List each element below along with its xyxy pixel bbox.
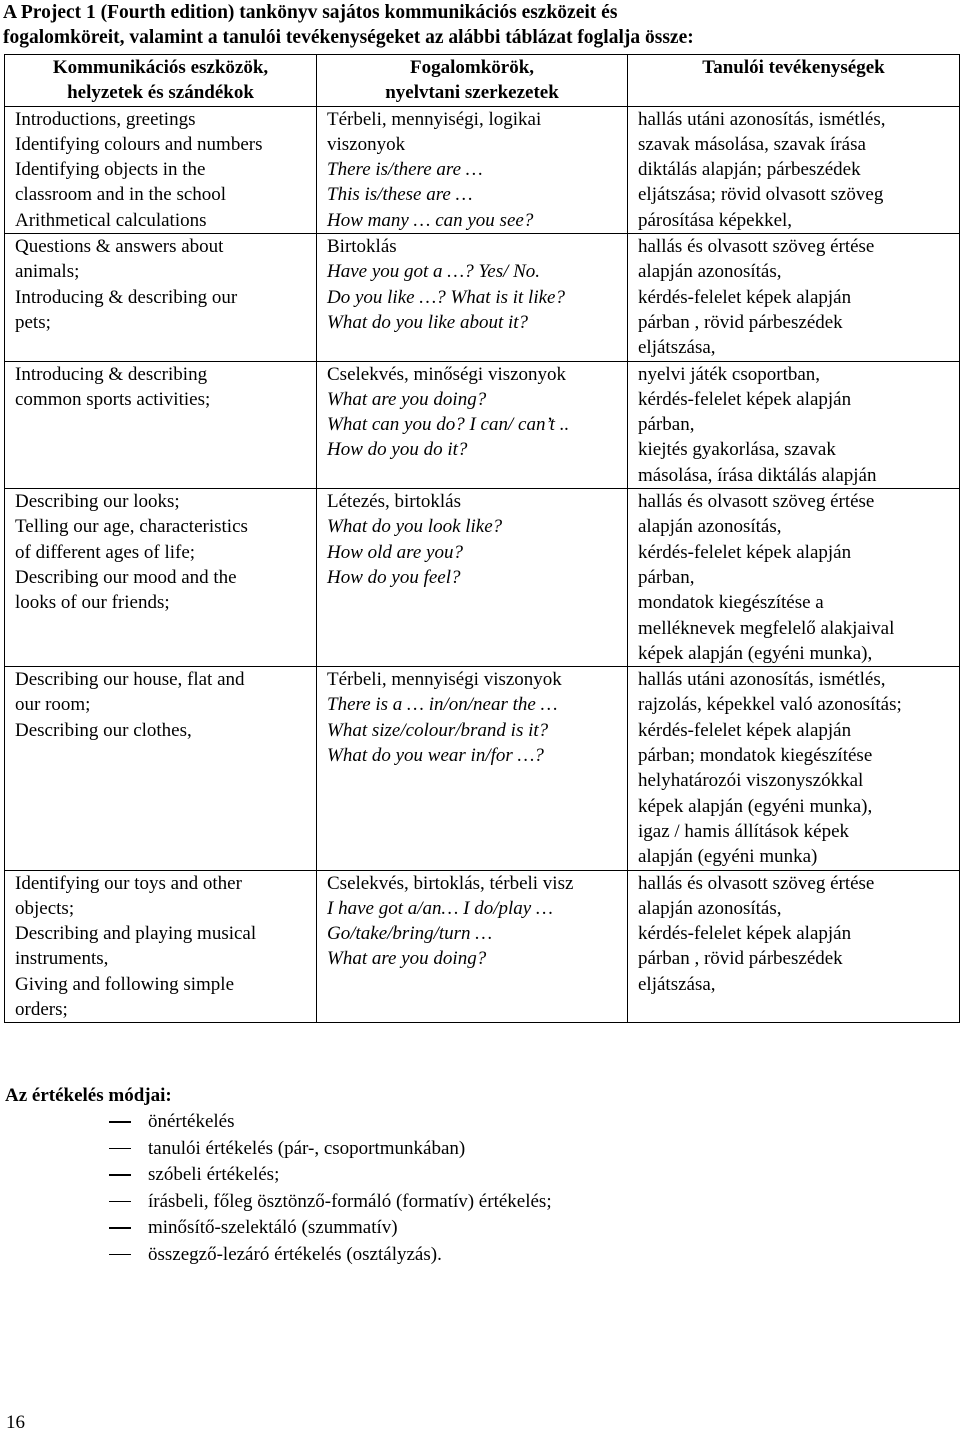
cell-line: párban , rövid párbeszédek [638, 311, 843, 333]
cell-line: párosítása képekkel, [638, 209, 793, 231]
cell-line: másolása, írása diktálás alapján [638, 464, 877, 486]
cell-line: How do you feel? [327, 566, 461, 588]
cell-line: Introducing & describing our [15, 286, 238, 308]
cell-line [15, 335, 312, 360]
cell-line: képek alapján (egyéni munka), [638, 642, 873, 664]
cell-line: classroom and in the school [15, 184, 227, 206]
intro-line-1: A Project 1 (Fourth edition) tankönyv sajátos kommunikációs eszközeit és [3, 2, 618, 23]
cell-line [15, 794, 312, 819]
intro-line-2: fogalomköreit, valamint a tanulói tevékenységeket az alábbi táblázat foglalja össze: [3, 27, 694, 48]
cell-line [15, 616, 312, 641]
list-item [5, 1215, 905, 1242]
cell-line: Identifying objects in the [15, 159, 206, 181]
cell-activities [628, 106, 960, 233]
cell-line: kérdés-felelet képek alapján [638, 388, 852, 410]
cell-communication [5, 870, 317, 1023]
header-activities: Tanulói tevékenységek [628, 55, 960, 107]
table-row [5, 489, 960, 667]
cell-line: eljátszása; rövid olvasott szöveg [638, 184, 884, 206]
cell-line: kérdés-felelet képek alapján [638, 923, 852, 945]
cell-line: Introductions, greetings [15, 108, 196, 130]
cell-line: Describing our mood and the [15, 566, 237, 588]
cell-line: Describing and playing musical [15, 923, 257, 945]
cell-line: hallás és olvasott szöveg értése [638, 236, 875, 258]
cell-line: What do you wear in/for …? [327, 745, 544, 767]
table-row [5, 870, 960, 1023]
cell-concepts [317, 361, 628, 488]
page-number: 16 [6, 1412, 25, 1433]
cell-line: alapján azonosítás, [638, 261, 782, 283]
dash-bullet [109, 1227, 131, 1229]
cell-line: Arithmetical calculations [15, 209, 207, 231]
dash-bullet [109, 1121, 131, 1123]
cell-line: There is a … in/on/near the … [327, 694, 558, 716]
cell-line: What do you like about it? [327, 311, 529, 333]
cell-line: viszonyok [327, 133, 406, 155]
list-item-text: írásbeli, főleg ösztönző-formáló (formatív) értékelés; [148, 1190, 552, 1212]
cell-line: nyelvi játék csoportban, [638, 363, 821, 385]
evaluation-list [5, 1109, 905, 1269]
cell-line: of different ages of life; [15, 541, 196, 563]
cell-line [15, 641, 312, 666]
cell-communication [5, 234, 317, 361]
cell-line: melléknevek megfelelő alakjaival [638, 617, 895, 639]
cell-line: hallás és olvasott szöveg értése [638, 872, 875, 894]
cell-line: orders; [15, 998, 68, 1020]
cell-line: What can you do? I can/ can’t .. [327, 414, 570, 436]
cell-line: Go/take/bring/turn … [327, 923, 493, 945]
cell-line [15, 412, 312, 437]
cell-line: igaz / hamis állítások képek [638, 820, 850, 842]
cell-line: animals; [15, 261, 80, 283]
header-concepts: Fogalomkörök, nyelvtani szerkezetek [317, 55, 628, 107]
list-item [5, 1189, 905, 1216]
cell-line: How old are you? [327, 541, 463, 563]
cell-line: alapján (egyéni munka) [638, 846, 818, 868]
cell-line: Cselekvés, minőségi viszonyok [327, 363, 567, 385]
cell-concepts [317, 234, 628, 361]
cell-line: párban, [638, 566, 695, 588]
cell-activities [628, 870, 960, 1023]
cell-line: Giving and following simple [15, 973, 235, 995]
cell-line: kérdés-felelet képek alapján [638, 719, 852, 741]
cell-line: kérdés-felelet képek alapján [638, 541, 852, 563]
dash-bullet [109, 1201, 131, 1203]
dash-bullet [109, 1148, 131, 1150]
cell-line: Have you got a …? Yes/ No. [327, 261, 541, 283]
cell-line: párban , rövid párbeszédek [638, 948, 843, 970]
cell-activities [628, 489, 960, 667]
cell-line: alapján azonosítás, [638, 897, 782, 919]
cell-line: rajzolás, képekkel való azonosítás; [638, 694, 902, 716]
cell-line: There is/there are … [327, 159, 483, 181]
cell-line: What are you doing? [327, 388, 487, 410]
cell-line: Létezés, birtoklás [327, 491, 462, 513]
cell-line [15, 743, 312, 768]
cell-line: Describing our looks; [15, 491, 180, 513]
cell-line: Identifying our toys and other [15, 872, 242, 894]
table-row [5, 234, 960, 361]
cell-line: Térbeli, mennyiségi, logikai [327, 108, 542, 130]
cell-line: kérdés-felelet képek alapján [638, 286, 852, 308]
dash-bullet [109, 1174, 131, 1176]
cell-line: Térbeli, mennyiségi viszonyok [327, 669, 562, 691]
cell-line: kiejtés gyakorlása, szavak [638, 439, 836, 461]
cell-communication [5, 361, 317, 488]
cell-line: eljátszása, [638, 337, 716, 359]
table-row [5, 361, 960, 488]
list-item [5, 1162, 905, 1189]
cell-line: alapján azonosítás, [638, 516, 782, 538]
cell-line: What size/colour/brand is it? [327, 719, 549, 741]
table-row [5, 106, 960, 233]
cell-line: Telling our age, characteristics [15, 516, 248, 538]
list-item [5, 1136, 905, 1163]
list-item-text: tanulói értékelés (pár-, csoportmunkában) [148, 1137, 466, 1159]
cell-line [15, 844, 312, 869]
cell-line [15, 768, 312, 793]
cell-line: This is/these are … [327, 184, 473, 206]
cell-communication [5, 667, 317, 870]
cell-concepts [317, 489, 628, 667]
cell-line: instruments, [15, 948, 109, 970]
cell-line: What do you look like? [327, 516, 503, 538]
evaluation-title: Az értékelés módjai: [5, 1085, 172, 1106]
cell-line: common sports activities; [15, 388, 211, 410]
cell-line: párban; mondatok kiegészítése [638, 745, 873, 767]
cell-line: Describing our clothes, [15, 719, 192, 741]
cell-line: hallás és olvasott szöveg értése [638, 491, 875, 513]
cell-activities [628, 234, 960, 361]
cell-line: Describing our house, flat and [15, 669, 245, 691]
dash-bullet [109, 1254, 131, 1256]
cell-line: szavak másolása, szavak írása [638, 133, 866, 155]
cell-line: What are you doing? [327, 948, 487, 970]
cell-line: helyhatározói viszonyszókkal [638, 770, 864, 792]
cell-line [15, 819, 312, 844]
cell-line [15, 463, 312, 488]
cell-line: eljátszása, [638, 973, 716, 995]
cell-line: Cselekvés, birtoklás, térbeli visz [327, 872, 574, 894]
cell-line: I have got a/an… I do/play … [327, 897, 553, 919]
intro-text [3, 0, 953, 50]
list-item-text: szóbeli értékelés; [148, 1164, 280, 1186]
list-item-text: önértékelés [148, 1111, 235, 1132]
cell-activities [628, 361, 960, 488]
cell-line: Birtoklás [327, 236, 397, 258]
table-header-row [5, 55, 960, 107]
list-item [5, 1242, 905, 1269]
cell-concepts [317, 870, 628, 1023]
curriculum-table [4, 54, 960, 1023]
cell-line: képek alapján (egyéni munka), [638, 795, 873, 817]
list-item-text: összegző-lezáró értékelés (osztályzás). [148, 1243, 442, 1265]
cell-communication [5, 489, 317, 667]
cell-line: objects; [15, 897, 75, 919]
evaluation-section [5, 1083, 905, 1269]
cell-line: looks of our friends; [15, 592, 170, 614]
cell-line: Do you like …? What is it like? [327, 286, 565, 308]
cell-line: Introducing & describing [15, 363, 208, 385]
header-communication: Kommunikációs eszközök, helyzetek és szándékok [5, 55, 317, 107]
cell-line: How do you do it? [327, 439, 468, 461]
cell-line: párban, [638, 414, 695, 436]
cell-line: How many … can you see? [327, 209, 534, 231]
table-row [5, 667, 960, 870]
cell-line: Questions & answers about [15, 236, 224, 258]
list-item-text: minősítő-szelektáló (szummatív) [148, 1217, 398, 1239]
cell-line [15, 437, 312, 462]
cell-line: mondatok kiegészítése a [638, 592, 824, 614]
cell-communication [5, 106, 317, 233]
cell-line: pets; [15, 311, 51, 333]
cell-line: diktálás alapján; párbeszédek [638, 159, 861, 181]
cell-line: hallás utáni azonosítás, ismétlés, [638, 108, 886, 130]
cell-line: hallás utáni azonosítás, ismétlés, [638, 669, 886, 691]
cell-line: our room; [15, 694, 91, 716]
list-item [5, 1109, 905, 1136]
cell-concepts [317, 667, 628, 870]
cell-line: Identifying colours and numbers [15, 133, 263, 155]
cell-activities [628, 667, 960, 870]
cell-concepts [317, 106, 628, 233]
